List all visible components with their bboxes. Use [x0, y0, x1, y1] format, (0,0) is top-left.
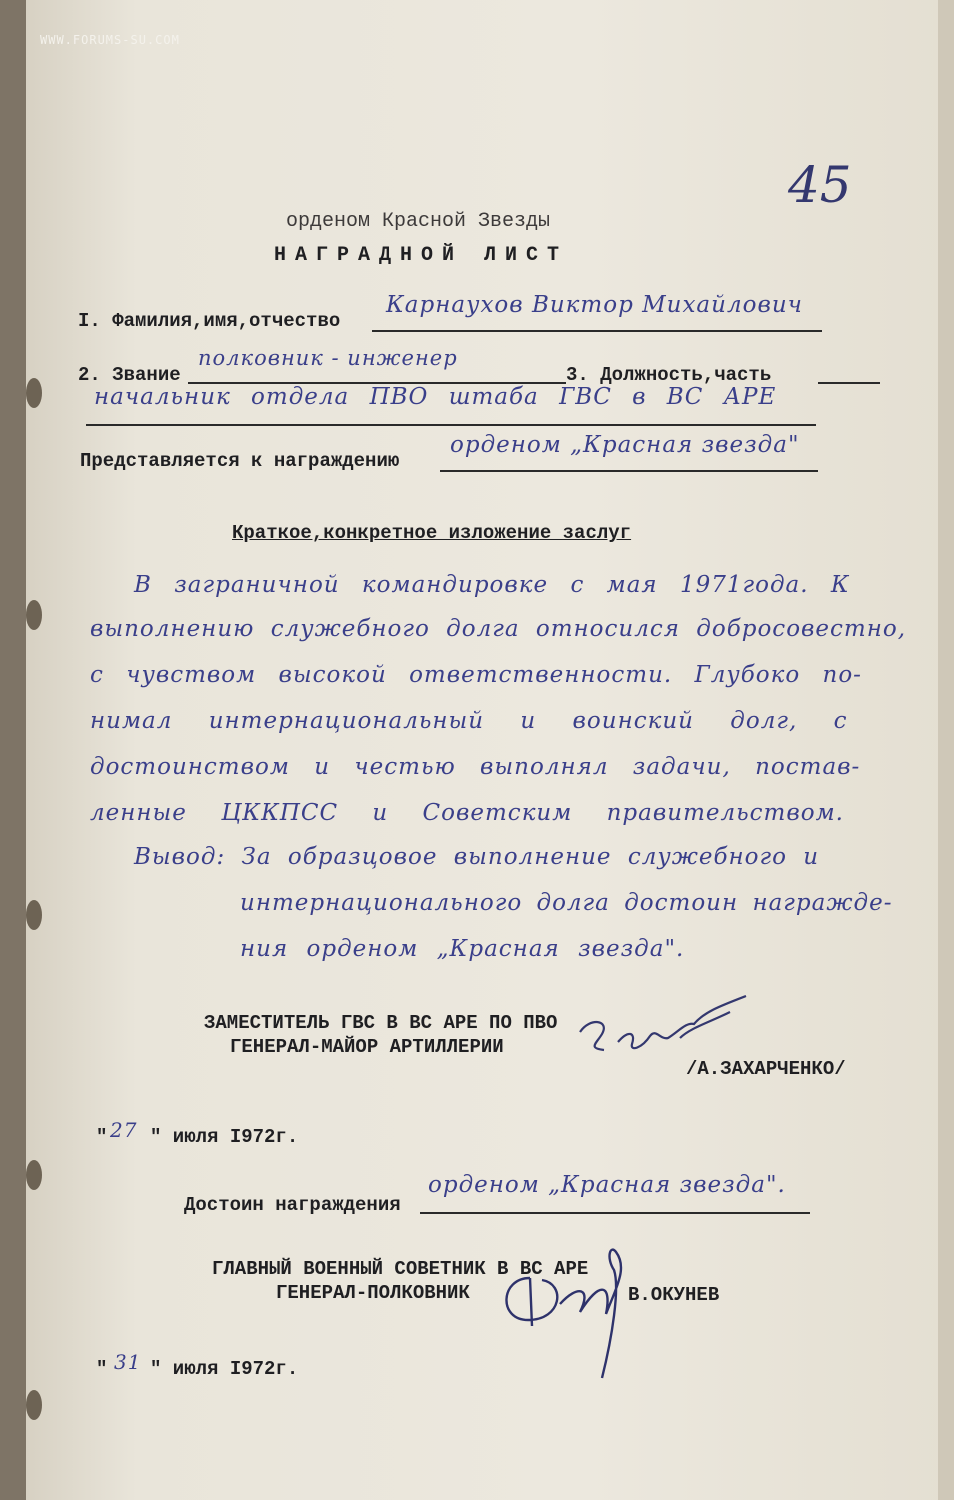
date1-open-quote: "	[96, 1126, 108, 1148]
merits-line: выполнению служебного долга относился добросовестно,	[90, 616, 907, 642]
signer2-rank: ГЕНЕРАЛ-ПОЛКОВНИК	[276, 1282, 470, 1304]
date2-day: 31	[114, 1350, 142, 1374]
decision-label: Достоин награждения	[184, 1194, 401, 1216]
binder-hole	[26, 1160, 42, 1190]
position-value: начальник отдела ПВО штаба ГВС в ВС АРЕ	[94, 384, 777, 410]
position-underline	[818, 382, 880, 384]
award-label: Представляется к награждению	[80, 450, 400, 472]
merits-line: достоинством и честью выполнял задачи, постав-	[90, 754, 861, 780]
merits-line: ния орденом „Красная звезда".	[240, 936, 685, 962]
rank-label: 2. Звание	[78, 364, 181, 386]
document-title: НАГРАДНОЙ ЛИСТ	[274, 244, 569, 267]
award-value: орденом „Красная звезда"	[450, 432, 800, 458]
next-page-edge	[938, 0, 954, 1500]
date2-open-quote: "	[96, 1358, 108, 1380]
binder-hole	[26, 1390, 42, 1420]
watermark: WWW.FORUMS-SU.COM	[40, 33, 180, 47]
position-label: 3. Должность,часть	[566, 364, 772, 386]
signer2-name: В.ОКУНЕВ	[628, 1284, 720, 1306]
signer2-title: ГЛАВНЫЙ ВОЕННЫЙ СОВЕТНИК В ВС АРЕ	[212, 1258, 589, 1280]
date1-day: 27	[110, 1118, 138, 1142]
merits-heading: Краткое,конкретное изложение заслуг	[232, 522, 632, 544]
decision-underline	[420, 1212, 810, 1214]
signer1-rank: ГЕНЕРАЛ-МАЙОР АРТИЛЛЕРИИ	[230, 1036, 504, 1058]
binder-hole	[26, 900, 42, 930]
name-underline	[372, 330, 822, 332]
binder-hole	[26, 378, 42, 408]
date2-month-year: " июля I972г.	[150, 1358, 299, 1380]
signer1-name: /А.ЗАХАРЧЕНКО/	[686, 1058, 846, 1080]
name-label: I. Фамилия,имя,отчество	[78, 310, 341, 332]
merits-line: нимал интернациональный и воинский долг, с	[90, 708, 848, 734]
merits-line: с чувством высокой ответственности. Глубоко по-	[90, 662, 862, 688]
merits-line: интернационального долга достоин награжде-	[240, 890, 893, 916]
signature-okunev	[480, 1228, 650, 1388]
date1-month-year: " июля I972г.	[150, 1126, 299, 1148]
position-underline-2	[86, 424, 816, 426]
rank-value: полковник - инженер	[198, 346, 458, 370]
merits-line: В заграничной командировке с мая 1971года. К	[134, 572, 850, 598]
signer1-title: ЗАМЕСТИТЕЛЬ ГВС В ВС АРЕ ПО ПВО	[204, 1012, 558, 1034]
name-value: Карнаухов Виктор Михайлович	[386, 292, 803, 318]
binder-hole	[26, 600, 42, 630]
merits-line: ленные ЦККПСС и Советским правительством.	[90, 800, 844, 826]
decision-value: орденом „Красная звезда".	[428, 1172, 786, 1198]
page-number: 45	[788, 156, 852, 214]
award-underline	[440, 470, 818, 472]
award-overprint: орденом Красной Звезды	[286, 210, 551, 233]
merits-conclusion: Вывод: За образцовое выполнение служебного и	[134, 844, 820, 870]
